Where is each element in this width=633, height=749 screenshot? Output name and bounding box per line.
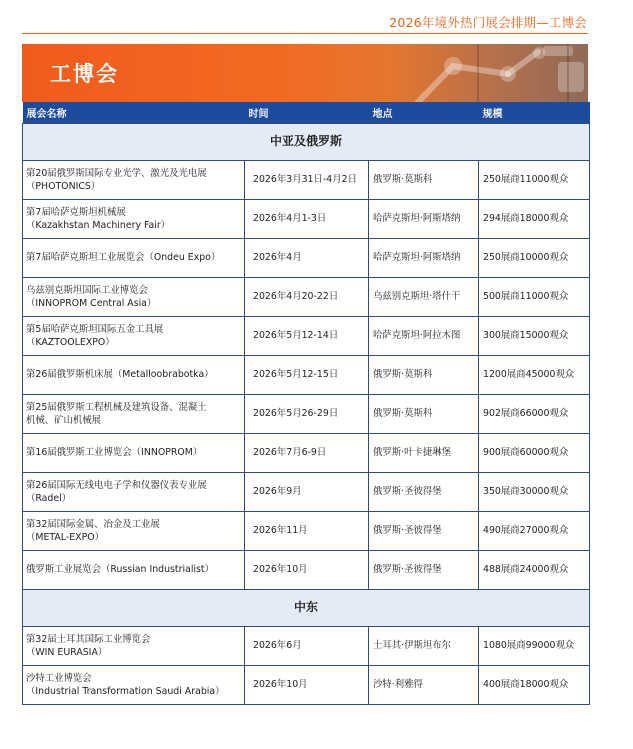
exhibition-name-line2: （PHOTONICS） <box>26 181 101 192</box>
column-header-name: 展会名称 <box>23 102 245 124</box>
exhibition-name-line2: （METAL-EXPO） <box>26 532 104 543</box>
exhibition-scale-cell: 488展商24000观众 <box>479 551 590 590</box>
exhibition-name-cell <box>23 666 245 705</box>
exhibition-time-cell: 2026年7月6-9日 <box>245 434 369 473</box>
exhibition-name-line2: （Industrial Transformation Saudi Arabia） <box>26 686 225 697</box>
exhibition-name-cell <box>23 473 245 512</box>
exhibition-time-cell: 2026年5月12-15日 <box>245 356 369 395</box>
table-row <box>23 473 590 512</box>
exhibition-name-line1: 乌兹别克斯坦国际工业博览会 <box>26 284 148 296</box>
exhibition-location-cell: 俄罗斯·圣彼得堡 <box>369 473 479 512</box>
exhibition-location-cell: 土耳其·伊斯坦布尔 <box>369 627 479 666</box>
region-row <box>23 124 590 161</box>
exhibition-location-cell: 哈萨克斯坦·阿拉木图 <box>369 317 479 356</box>
exhibition-scale-cell: 902展商66000观众 <box>479 395 590 434</box>
exhibition-name-line1: 第16届俄罗斯工业博览会（INNOPROM） <box>26 447 203 459</box>
table-row <box>23 627 590 666</box>
exhibition-location-cell: 俄罗斯·圣彼得堡 <box>369 512 479 551</box>
exhibition-location-cell: 哈萨克斯坦·阿斯塔纳 <box>369 239 479 278</box>
table-body <box>23 124 590 705</box>
table-row <box>23 161 590 200</box>
exhibition-scale-cell: 900展商60000观众 <box>479 434 590 473</box>
table-row <box>23 356 590 395</box>
exhibition-time-cell: 2026年4月 <box>245 239 369 278</box>
exhibition-time-cell: 2026年5月12-14日 <box>245 317 369 356</box>
exhibition-name-line1: 第26届俄罗斯机床展（Metalloobrabotka） <box>26 369 214 381</box>
exhibition-name-line1: 第25届俄罗斯工程机械及建筑设备、混凝土 <box>26 401 207 413</box>
exhibition-time-cell: 2026年10月 <box>245 666 369 705</box>
exhibition-name-line1: 第7届哈萨克斯坦机械展 <box>26 206 126 218</box>
table-row <box>23 200 590 239</box>
banner-title: 工博会 <box>50 62 119 86</box>
exhibition-location-cell: 俄罗斯·莫斯科 <box>369 395 479 434</box>
exhibition-name-line1: 第32届土耳其国际工业博览会 <box>26 633 151 645</box>
exhibition-scale-cell: 250展商11000观众 <box>479 161 590 200</box>
exhibition-time-cell: 2026年10月 <box>245 551 369 590</box>
exhibition-location-cell: 俄罗斯·叶卡捷琳堡 <box>369 434 479 473</box>
exhibition-location-cell: 沙特·利雅得 <box>369 666 479 705</box>
exhibition-time-cell: 2026年6月 <box>245 627 369 666</box>
exhibition-scale-cell: 490展商27000观众 <box>479 512 590 551</box>
exhibition-location-cell: 俄罗斯·圣彼得堡 <box>369 551 479 590</box>
document-header-title: 2026年境外热门展会排期—工博会 <box>389 15 587 30</box>
exhibition-name-line1: 第32届国际金属、冶金及工业展 <box>26 518 160 530</box>
table-row <box>23 317 590 356</box>
exhibition-name-line2: （KAZTOOLEXPO） <box>26 337 115 348</box>
exhibition-name-cell <box>23 512 245 551</box>
exhibition-scale-cell: 250展商10000观众 <box>479 239 590 278</box>
region-heading: 中东 <box>23 590 590 627</box>
exhibition-schedule-table <box>22 102 590 705</box>
exhibition-name-cell <box>23 356 245 395</box>
exhibition-name-line2: （WIN EURASIA） <box>26 647 108 658</box>
exhibition-location-cell: 乌兹别克斯坦·塔什干 <box>369 278 479 317</box>
column-header-scale: 规模 <box>479 102 590 124</box>
exhibition-name-line1: 俄罗斯工业展览会（Russian Industrialist） <box>26 564 214 576</box>
exhibition-scale-cell: 1080展商99000观众 <box>479 627 590 666</box>
exhibition-name-line1: 第26届国际无线电电子学和仪器仪表专业展 <box>26 479 207 491</box>
exhibition-name-cell <box>23 627 245 666</box>
exhibition-name-cell <box>23 278 245 317</box>
exhibition-name-cell <box>23 161 245 200</box>
exhibition-time-cell: 2026年3月31日-4月2日 <box>245 161 369 200</box>
column-header-location: 地点 <box>369 102 479 124</box>
table-row <box>23 512 590 551</box>
table-header-row <box>23 102 590 124</box>
region-heading: 中亚及俄罗斯 <box>23 124 590 161</box>
exhibition-time-cell: 2026年4月20-22日 <box>245 278 369 317</box>
exhibition-scale-cell: 350展商30000观众 <box>479 473 590 512</box>
exhibition-name-line1: 沙特工业博览会 <box>26 672 92 684</box>
exhibition-name-line2: 机械、矿山机械展 <box>26 415 102 426</box>
exhibition-name-line1: 第5届哈萨克斯坦国际五金工具展 <box>26 323 164 335</box>
column-header-time: 时间 <box>245 102 369 124</box>
table-row <box>23 551 590 590</box>
exhibition-name-line1: 第7届哈萨克斯坦工业展览会（Ondeu Expo） <box>26 252 221 264</box>
table-row <box>23 395 590 434</box>
region-row <box>23 590 590 627</box>
exhibition-name-cell <box>23 239 245 278</box>
section-banner <box>22 44 588 102</box>
exhibition-name-line2: （Radel） <box>26 493 72 504</box>
exhibition-name-cell <box>23 200 245 239</box>
header-divider <box>22 33 588 34</box>
exhibition-location-cell: 俄罗斯·莫斯科 <box>369 356 479 395</box>
table-row <box>23 434 590 473</box>
exhibition-name-cell <box>23 395 245 434</box>
exhibition-time-cell: 2026年11月 <box>245 512 369 551</box>
exhibition-name-cell <box>23 434 245 473</box>
table-row <box>23 239 590 278</box>
exhibition-scale-cell: 1200展商45000观众 <box>479 356 590 395</box>
exhibition-name-cell <box>23 317 245 356</box>
exhibition-name-line1: 第20届俄罗斯国际专业光学、激光及光电展 <box>26 167 207 179</box>
exhibition-scale-cell: 500展商11000观众 <box>479 278 590 317</box>
exhibition-scale-cell: 300展商15000观众 <box>479 317 590 356</box>
exhibition-name-line2: （Kazakhstan Machinery Fair） <box>26 220 171 231</box>
table-row <box>23 666 590 705</box>
exhibition-scale-cell: 400展商18000观众 <box>479 666 590 705</box>
exhibition-time-cell: 2026年5月26-29日 <box>245 395 369 434</box>
exhibition-name-line2: （INNOPROM Central Asia） <box>26 298 157 309</box>
table-row <box>23 278 590 317</box>
exhibition-scale-cell: 294展商18000观众 <box>479 200 590 239</box>
exhibition-location-cell: 俄罗斯·莫斯科 <box>369 161 479 200</box>
exhibition-time-cell: 2026年4月1-3日 <box>245 200 369 239</box>
robot-arm-illustration <box>358 44 588 102</box>
exhibition-location-cell: 哈萨克斯坦·阿斯塔纳 <box>369 200 479 239</box>
exhibition-time-cell: 2026年9月 <box>245 473 369 512</box>
exhibition-name-cell <box>23 551 245 590</box>
